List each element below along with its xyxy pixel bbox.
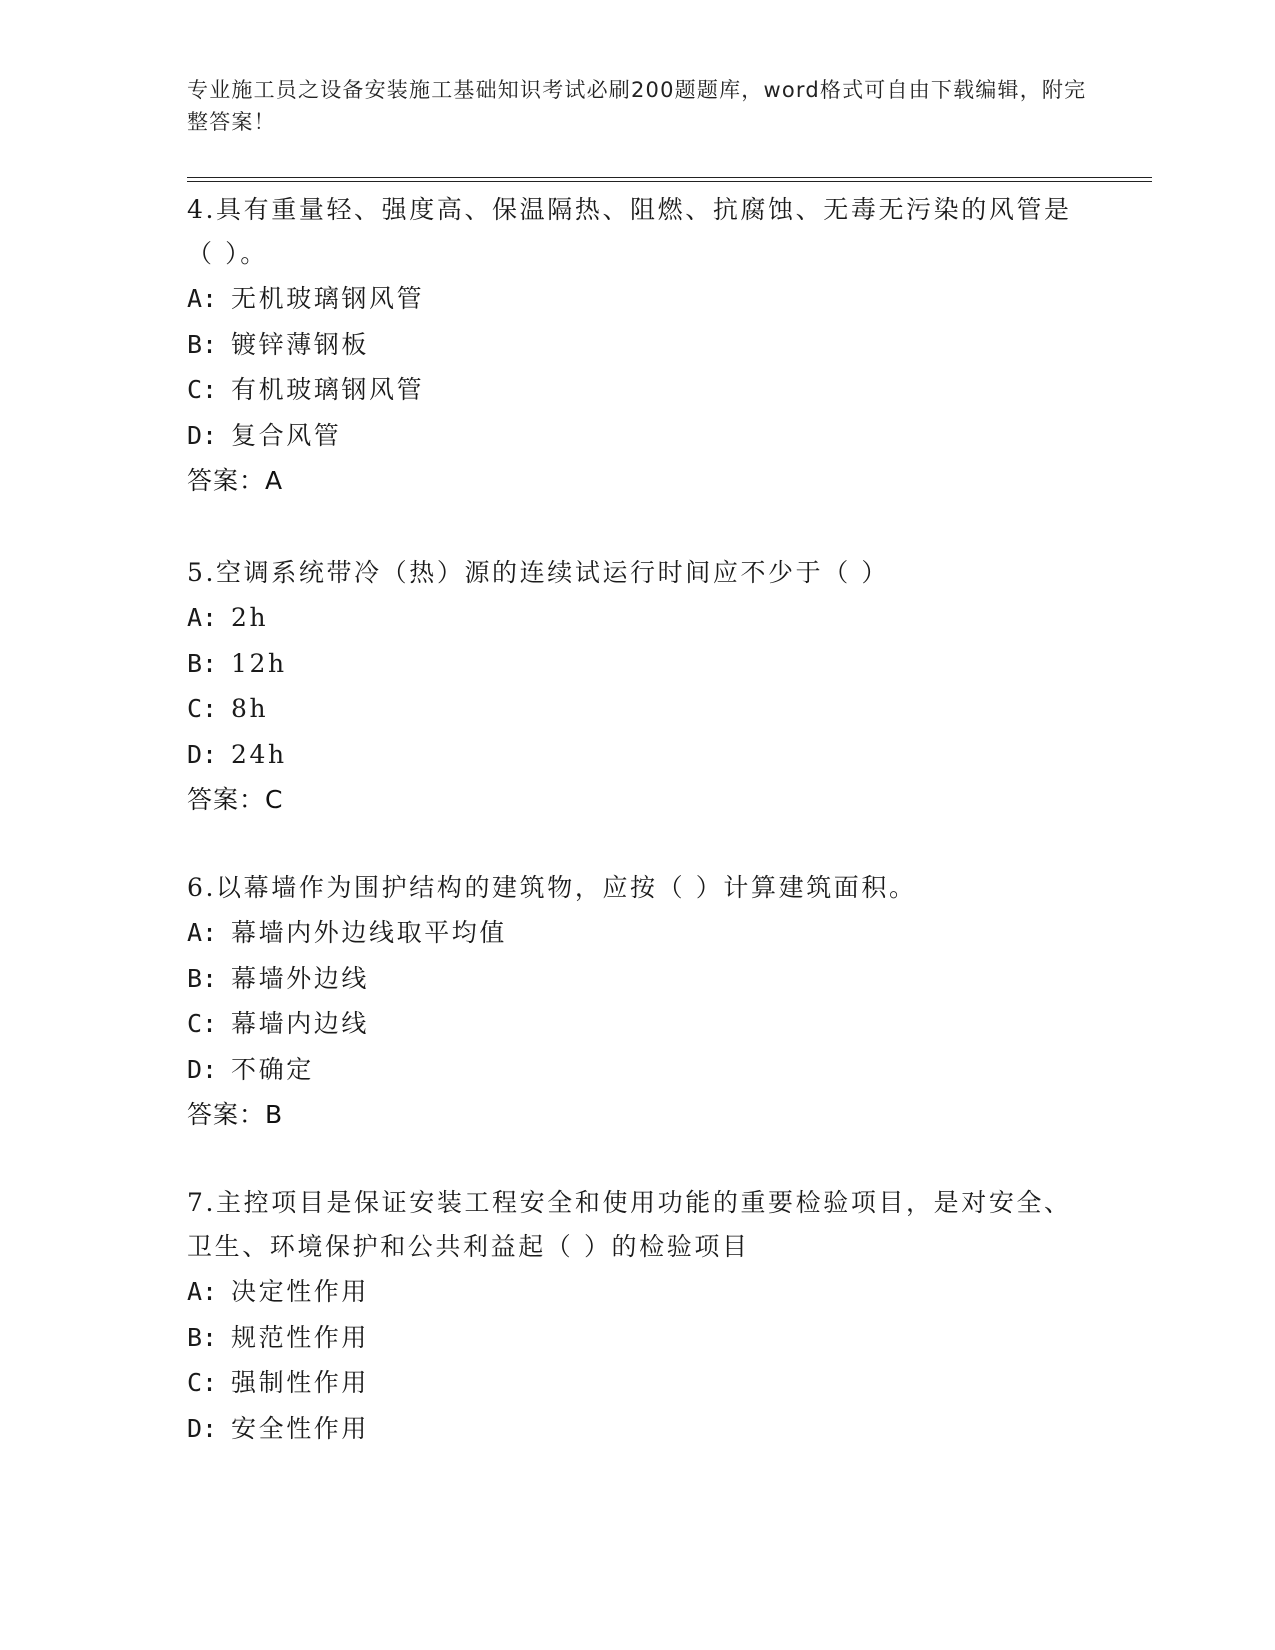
option-text: 安全性作用 [231, 1413, 370, 1443]
option-b [187, 322, 1087, 368]
question-stem: 7.主控项目是保证安装工程安全和使用功能的重要检验项目，是对安全、卫生、环境保护和公共利益起（ ）的检验项目 [187, 1188, 1072, 1261]
option-a [187, 1269, 1087, 1315]
question-stem: 5.空调系统带冷（热）源的连续试运行时间应不少于（ ） [187, 558, 890, 587]
option-label: A: [187, 1277, 218, 1306]
option-text: 幕墙内外边线取平均值 [231, 918, 508, 947]
option-text: 无机玻璃钢风管 [231, 284, 425, 313]
option-label: D: [187, 1054, 218, 1084]
option-text: 规范性作用 [231, 1322, 370, 1352]
option-b [187, 956, 1087, 1002]
option-b [187, 641, 1087, 687]
option-label: A: [187, 603, 218, 632]
option-label: C: [187, 375, 218, 404]
question-5 [187, 551, 1087, 822]
answer: 答案：B [187, 1100, 284, 1129]
option-label: D: [187, 1413, 218, 1443]
option-text: 12h [231, 648, 287, 678]
answer: 答案：C [187, 785, 284, 814]
question-7 [187, 1181, 1087, 1451]
option-c [187, 1360, 1087, 1406]
option-a [187, 910, 1087, 956]
option-label: D: [187, 420, 218, 450]
option-b [187, 1315, 1087, 1361]
option-text: 不确定 [231, 1054, 314, 1084]
option-text: 2h [231, 603, 269, 632]
option-text: 复合风管 [231, 420, 342, 450]
option-text: 幕墙内边线 [231, 1009, 370, 1038]
option-d [187, 732, 1087, 778]
question-stem: 4.具有重量轻、强度高、保温隔热、阻燃、抗腐蚀、无毒无污染的风管是（ ）。 [187, 195, 1072, 268]
option-text: 镀锌薄钢板 [231, 329, 370, 359]
option-c [187, 367, 1087, 413]
header-divider-bottom [187, 181, 1152, 182]
question-6 [187, 866, 1087, 1137]
option-label: B: [187, 1322, 218, 1352]
option-d [187, 1047, 1087, 1093]
option-a [187, 595, 1087, 641]
option-text: 强制性作用 [231, 1368, 370, 1397]
option-a [187, 276, 1087, 322]
option-d [187, 1406, 1087, 1452]
question-4 [187, 188, 1087, 503]
header-divider-top [187, 177, 1152, 178]
option-text: 24h [231, 739, 287, 769]
option-c [187, 1001, 1087, 1047]
option-label: A: [187, 918, 218, 947]
option-label: C: [187, 694, 218, 723]
option-label: D: [187, 739, 218, 769]
option-c [187, 686, 1087, 732]
option-text: 决定性作用 [231, 1277, 370, 1306]
option-label: C: [187, 1368, 218, 1397]
option-label: A: [187, 284, 218, 313]
answer: 答案：A [187, 466, 284, 495]
document-header: 专业施工员之设备安装施工基础知识考试必刷200题题库，word格式可自由下载编辑，附完整答案！ [187, 78, 1087, 134]
option-label: C: [187, 1009, 218, 1038]
option-label: B: [187, 648, 218, 678]
question-stem: 6.以幕墙作为围护结构的建筑物，应按（ ）计算建筑面积。 [187, 873, 917, 902]
option-text: 有机玻璃钢风管 [231, 375, 425, 404]
option-label: B: [187, 329, 218, 359]
option-text: 8h [231, 694, 269, 723]
option-d [187, 413, 1087, 459]
option-label: B: [187, 963, 218, 993]
option-text: 幕墙外边线 [231, 963, 370, 993]
